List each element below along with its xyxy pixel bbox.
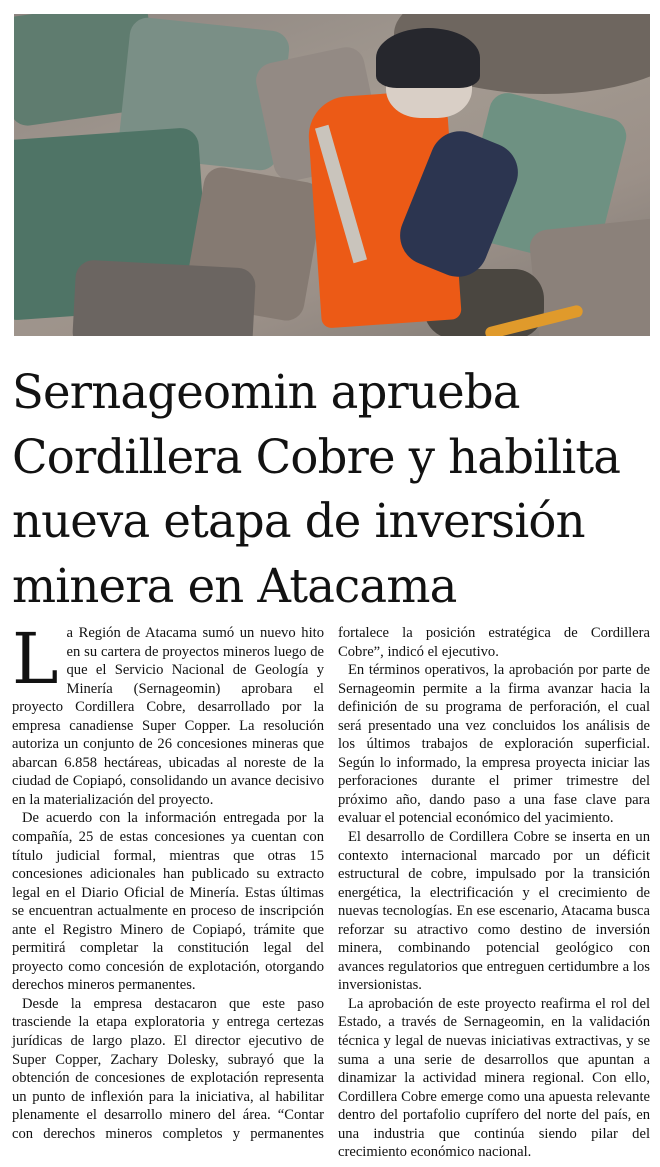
article-paragraph-5: El desarrollo de Cordillera Cobre se inserta en un contexto internacional marcado por un déficit estructural de cobre, impulsado por la transición energética, la electrificación y el crecimiento de nuevas tecnologías. En ese escenario, Atacama busca reforzar su atractivo como destino de inversión minera, combinando potencial geológico con avances regulatorios que entreguen certidumbre a los inversionistas. [338, 829, 650, 994]
article-paragraph-3: Desde la empresa destacaron que este paso trasciende la etapa exploratoria y entrega certezas jurídicas de largo plazo. El director ejecutivo de Super Copper, Zachary Dolesky, subrayó que la obtención de concesiones de explotación representa un punto de inflexión para la iniciativa, al habilitar plenamente el desarrollo minero del área. “Contar con derechos mineros completos y permanentes fortalece la posición estratégica de Cordillera Cobre”, indicó el ejecutivo. [12, 625, 650, 1142]
photo-rock [72, 259, 256, 336]
article-headline: Sernageomin aprueba Cordillera Cobre y habilita nueva etapa de inversión minera en Atacama [12, 365, 621, 613]
paragraph-text: a Región de Atacama sumó un nuevo hito en su cartera de proyectos mineros luego de que el Servicio Nacional de Geología y Minería (Sernageomin) aprobara el proyecto Cordillera Cobre, desarrollado por la empresa canadiense Super Copper. La resolución autoriza un conjunto de 26 concesiones mineras que abarcan 6.858 hectáreas, ubicadas al noreste de la ciudad de Copiapó, consolidando un avance decisivo en la materialización del proyecto. [12, 625, 324, 808]
article-paragraph-6: La aprobación de este proyecto reafirma el rol del Estado, a través de Sernageomin, en la validación técnica y legal de nuevas iniciativas extractivas, y se suma a una serie de desarrollos que apuntan a dinamizar la actividad minera regional. Con ello, Cordillera Cobre emerge como una apuesta relevante dentro del portafolio cuprífero del norte del país, en una industria que continúa siendo pilar del crecimiento económico nacional. [338, 995, 650, 1161]
article-paragraph-4: En términos operativos, la aprobación por parte de Sernageomin permite a la firma avanzar hacia la definición de su programa de perforación, el cual será presentado una vez concluidos los análisis de los últimos trabajos de exploración superficial. Según lo informado, la empresa proyecta iniciar las perforaciones durante el primer trimestre del próximo año, dando paso a una fase clave para evaluar el potencial económico del yacimiento. [338, 662, 650, 827]
article-paragraph-2: De acuerdo con la información entregada por la compañía, 25 de estas concesiones ya cuentan con título judicial formal, mientras que otras 15 concesiones adicionales han publicado su extracto legal en el Diario Oficial de Minería. Estas últimas se encuentran actualmente en proceso de inscripción ante el Registro Minero de Copiapó, trámite que permitirá completar la constitución legal del proyecto como concesión de explotación, otorgando derechos mineros permanentes. [12, 810, 324, 994]
drop-cap: L [12, 618, 59, 700]
article-paragraph-1 [12, 618, 324, 809]
article-body [12, 618, 650, 1164]
photo-worker-cap [376, 28, 480, 88]
article-photo [14, 14, 650, 336]
